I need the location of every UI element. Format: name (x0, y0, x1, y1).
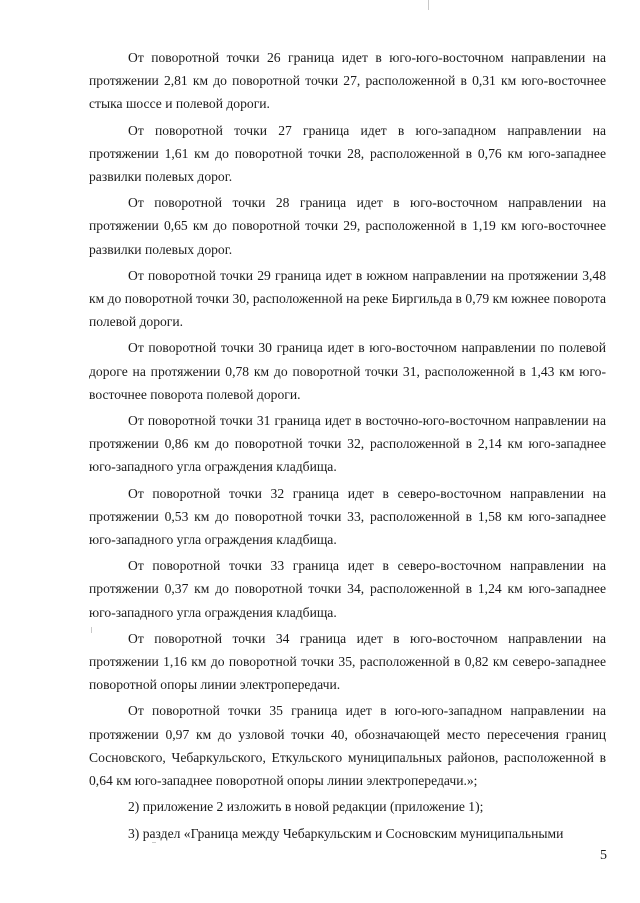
paragraph: От поворотной точки 26 граница идет в юго-юго-восточном направлении на протяжении 2,81 км до поворотной точки 27, расположенной в 0,31 км юго-восточнее стыка шоссе и полевой дороги. (89, 50, 606, 112)
paragraph: От поворотной точки 31 граница идет в восточно-юго-восточном направлении на протяжении 0,86 км до поворотной точки 32, расположенной в 2,14 км юго-западнее юго-западного угла ограждения кладбища. (89, 413, 606, 475)
paragraph: От поворотной точки 34 граница идет в юго-восточном направлении на протяжении 1,16 км до поворотной точки 35, расположенной в 0,82 км северо-западнее поворотной опоры линии электропередачи. (89, 630, 606, 693)
paragraph: От поворотной точки 27 граница идет в юго-западном направлении на протяжении 1,61 км до поворотной точки 28, расположенной в 0,76 км юго-западнее развилки полевых дорог. (89, 122, 606, 185)
scan-mark-top (428, 0, 429, 10)
page-number: 5 (600, 848, 607, 863)
paragraph: От поворотной точки 29 граница идет в южном направлении на протяжении 3,48 км до поворотной точки 30, расположенной на реке Биргильда в 0,79 км южнее поворота полевой дороги. (89, 267, 606, 330)
paragraph: От поворотной точки 33 граница идет в северо-восточном направлении на протяжении 0,37 км до поворотной точки 34, расположенной в 1,24 км юго-западнее юго-западного угла ограждения кладбища. (89, 558, 606, 620)
paragraph: 2) приложение 2 изложить в новой редакции (приложение 1); (128, 799, 484, 815)
paragraph: От поворотной точки 28 граница идет в юго-восточном направлении на протяжении 0,65 км до поворотной точки 29, расположенной в 1,19 км юго-восточнее развилки полевых дорог. (89, 195, 606, 257)
document-page (89, 46, 606, 848)
paragraph: От поворотной точки 30 граница идет в юго-восточном направлении по полевой дороге на протяжении 0,78 км до поворотной точки 31, расположенной в 1,43 км юго-восточнее поворота полевой дороги. (89, 340, 606, 402)
paragraph: От поворотной точки 35 граница идет в юго-юго-западном направлении на протяжении 0,97 км до узловой точки 40, обозначающей место пересечения границ Сосновского, Чебаркульского, Еткульского муниципальных районов, расположенной в 0,64 км юго-западнее поворотной опоры линии электропередачи.»; (89, 703, 606, 789)
paragraph: 3) раздел «Граница между Чебаркульским и Сосновским муниципальными (128, 825, 564, 841)
paragraph: От поворотной точки 32 граница идет в северо-восточном направлении на протяжении 0,53 км до поворотной точки 33, расположенной в 1,58 км юго-западнее юго-западного угла ограждения кладбища. (89, 485, 606, 548)
